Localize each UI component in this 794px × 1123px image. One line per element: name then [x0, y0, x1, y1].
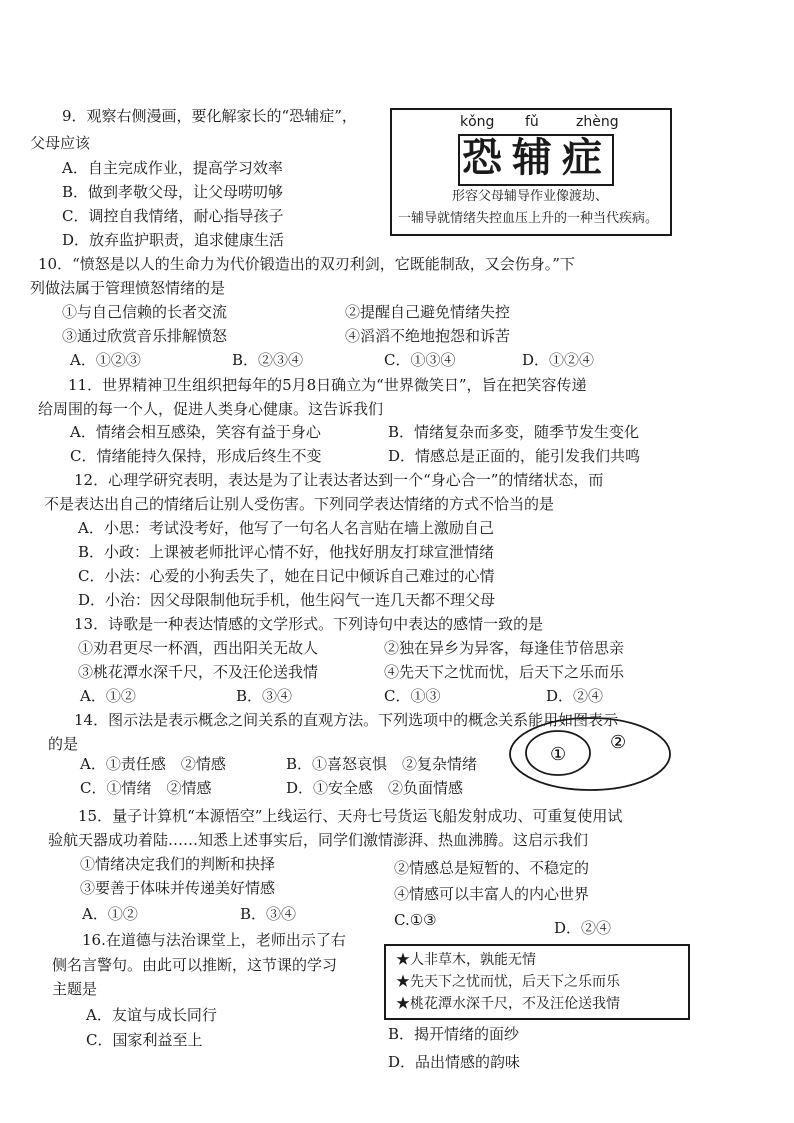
q11-stem-line2: 给周围的每一个人，促进人类身心健康。这告诉我们 [38, 400, 384, 418]
q16-option-a: A．友谊与成长同行 [86, 1006, 217, 1024]
q13-option-a: A．①② [80, 687, 136, 705]
q13-item-2: ②独在异乡为异客，每逢佳节倍思亲 [384, 639, 625, 657]
q11-stem-line1: 11．世界精神卫生组织把每年的5月8日确立为“世界微笑日”，旨在把笑容传递 [68, 376, 587, 394]
q15-item-4: ④情感可以丰富人的内心世界 [394, 885, 590, 903]
q12-option-c: C．小法：心爱的小狗丢失了，她在日记中倾诉自己难过的心情 [78, 567, 495, 585]
q14-option-c: C．①情绪 ②情感 [80, 779, 212, 797]
q12-stem-line1: 12．心理学研究表明，表达是为了让表达者达到一个“身心合一”的情绪状态，而 [74, 471, 604, 489]
quote-3: ★桃花潭水深千尺，不及汪伦送我情 [396, 996, 620, 1012]
q9-stem-line1: 9．观察右侧漫画，要化解家长的“恐辅症”， [62, 107, 357, 125]
q15-item-2: ②情感总是短暂的、不稳定的 [394, 859, 590, 877]
q10-item-3: ③通过欣赏音乐排解愤怒 [62, 327, 228, 345]
q14-option-a: A．①责任感 ②情感 [80, 755, 226, 773]
q15-option-b: B．③④ [240, 905, 297, 923]
q9-option-a: A．自主完成作业，提高学习效率 [62, 159, 283, 177]
q10-stem-line1: 10．“愤怒是以人的生命力为代价锻造出的双刃利剑，它既能制敌，又会伤身。”下 [38, 255, 575, 273]
q16-stem-line1: 16.在道德与法治课堂上，老师出示了右 [82, 931, 346, 949]
q16-option-b: B．揭开情绪的面纱 [388, 1025, 520, 1043]
comic-caption-line1: 形容父母辅导作业像渡劫、 [452, 189, 609, 204]
q10-item-2: ②提醒自己避免情绪失控 [345, 303, 511, 321]
q15-option-a: A．①② [82, 905, 138, 923]
quote-1: ★人非草木，孰能无情 [396, 952, 536, 968]
q15-option-c: C.①③ [394, 911, 437, 929]
q11-option-b: B．情绪复杂而多变，随季节发生变化 [388, 423, 640, 441]
q11-option-a: A．情绪会相互感染，笑容有益于身心 [70, 423, 321, 441]
q15-stem-line2: 验航天器成功着陆……知悉上述事实后，同学们激情澎湃、热血沸腾。这启示我们 [48, 831, 589, 849]
q13-option-b: B．③④ [236, 687, 293, 705]
q10-option-d: D．①②④ [522, 351, 595, 369]
q16-option-d: D．品出情感的韵味 [388, 1053, 521, 1071]
q15-option-d: D．②④ [554, 919, 612, 937]
q13-item-1: ①劝君更尽一杯酒，西出阳关无故人 [78, 639, 319, 657]
q14-option-b: B．①喜怒哀惧 ②复杂情绪 [286, 755, 478, 773]
q12-option-a: A．小思：考试没考好，他写了一句名人名言贴在墙上激励自己 [78, 519, 494, 537]
q10-stem-line2: 列做法属于管理愤怒情绪的是 [30, 279, 226, 297]
q13-stem: 13．诗歌是一种表达情感的文学形式。下列诗句中表达的感情一致的是 [74, 615, 544, 633]
q16-stem-line2: 侧名言警句。由此可以推断，这节课的学习 [52, 956, 338, 974]
q9-option-d: D．放弃监护职责，追求健康生活 [62, 231, 285, 249]
pinyin-zheng: zhèng [576, 114, 619, 130]
q10-option-a: A．①②③ [70, 351, 141, 369]
concept-diagram [506, 716, 676, 798]
comic-caption-line2: 一辅导就情绪失控血压上升的一种当代疾病。 [398, 211, 659, 226]
q11-option-c: C．情绪能持久保持，形成后终生不变 [70, 447, 322, 465]
q12-option-d: D．小治：因父母限制他玩手机，他生闷气一连几天都不理父母 [78, 591, 496, 609]
q14-stem-line1: 14．图示法是表示概念之间关系的直观方法。下列选项中的概念关系能用如图表示 [74, 711, 619, 729]
q10-item-4: ④滔滔不绝地抱怨和诉苦 [345, 327, 511, 345]
q9-option-b: B．做到孝敬父母，让父母唠叨够 [62, 183, 284, 201]
comic-box [390, 108, 672, 236]
pinyin-kong: kǒng [460, 114, 495, 130]
quote-2: ★先天下之忧而忧，后天下之乐而乐 [396, 974, 620, 990]
comic-title: 恐辅症 [462, 134, 612, 181]
q11-option-d: D．情感总是正面的，能引发我们共鸣 [388, 447, 641, 465]
q9-stem-line2: 父母应该 [30, 134, 91, 152]
pinyin-fu: fǔ [525, 114, 539, 130]
q12-stem-line2: 不是表达出自己的情绪后让别人受伤害。下列同学表达情绪的方式不恰当的是 [44, 495, 555, 513]
q12-option-b: B．小政：上课被老师批评心情不好，他找好朋友打球宣泄情绪 [78, 543, 495, 561]
q15-stem-line1: 15．量子计算机“本源悟空”上线运行、天舟七号货运飞船发射成功、可重复使用试 [78, 807, 623, 825]
q15-item-1: ①情绪决定我们的判断和抉择 [80, 855, 276, 873]
q13-option-d: D．②④ [546, 687, 604, 705]
q10-option-b: B．②③④ [232, 351, 304, 369]
q13-item-3: ③桃花潭水深千尺，不及汪伦送我情 [78, 663, 319, 681]
q9-option-c: C．调控自我情绪，耐心指导孩子 [62, 207, 284, 225]
q13-option-c: C．①③ [384, 687, 441, 705]
diagram-label-2: ② [610, 732, 627, 753]
q14-option-d: D．①安全感 ②负面情感 [286, 779, 464, 797]
q15-item-3: ③要善于体味并传递美好情感 [80, 879, 276, 897]
q16-option-c: C．国家利益至上 [86, 1031, 203, 1049]
q16-stem-line3: 主题是 [52, 980, 98, 998]
q10-option-c: C．①③④ [384, 351, 456, 369]
q10-item-1: ①与自己信赖的长者交流 [62, 303, 228, 321]
quotes-box [384, 944, 690, 1020]
q14-stem-line2: 的是 [48, 735, 79, 753]
diagram-label-1: ① [550, 744, 567, 765]
q13-item-4: ④先天下之忧而忧，后天下之乐而乐 [384, 663, 625, 681]
